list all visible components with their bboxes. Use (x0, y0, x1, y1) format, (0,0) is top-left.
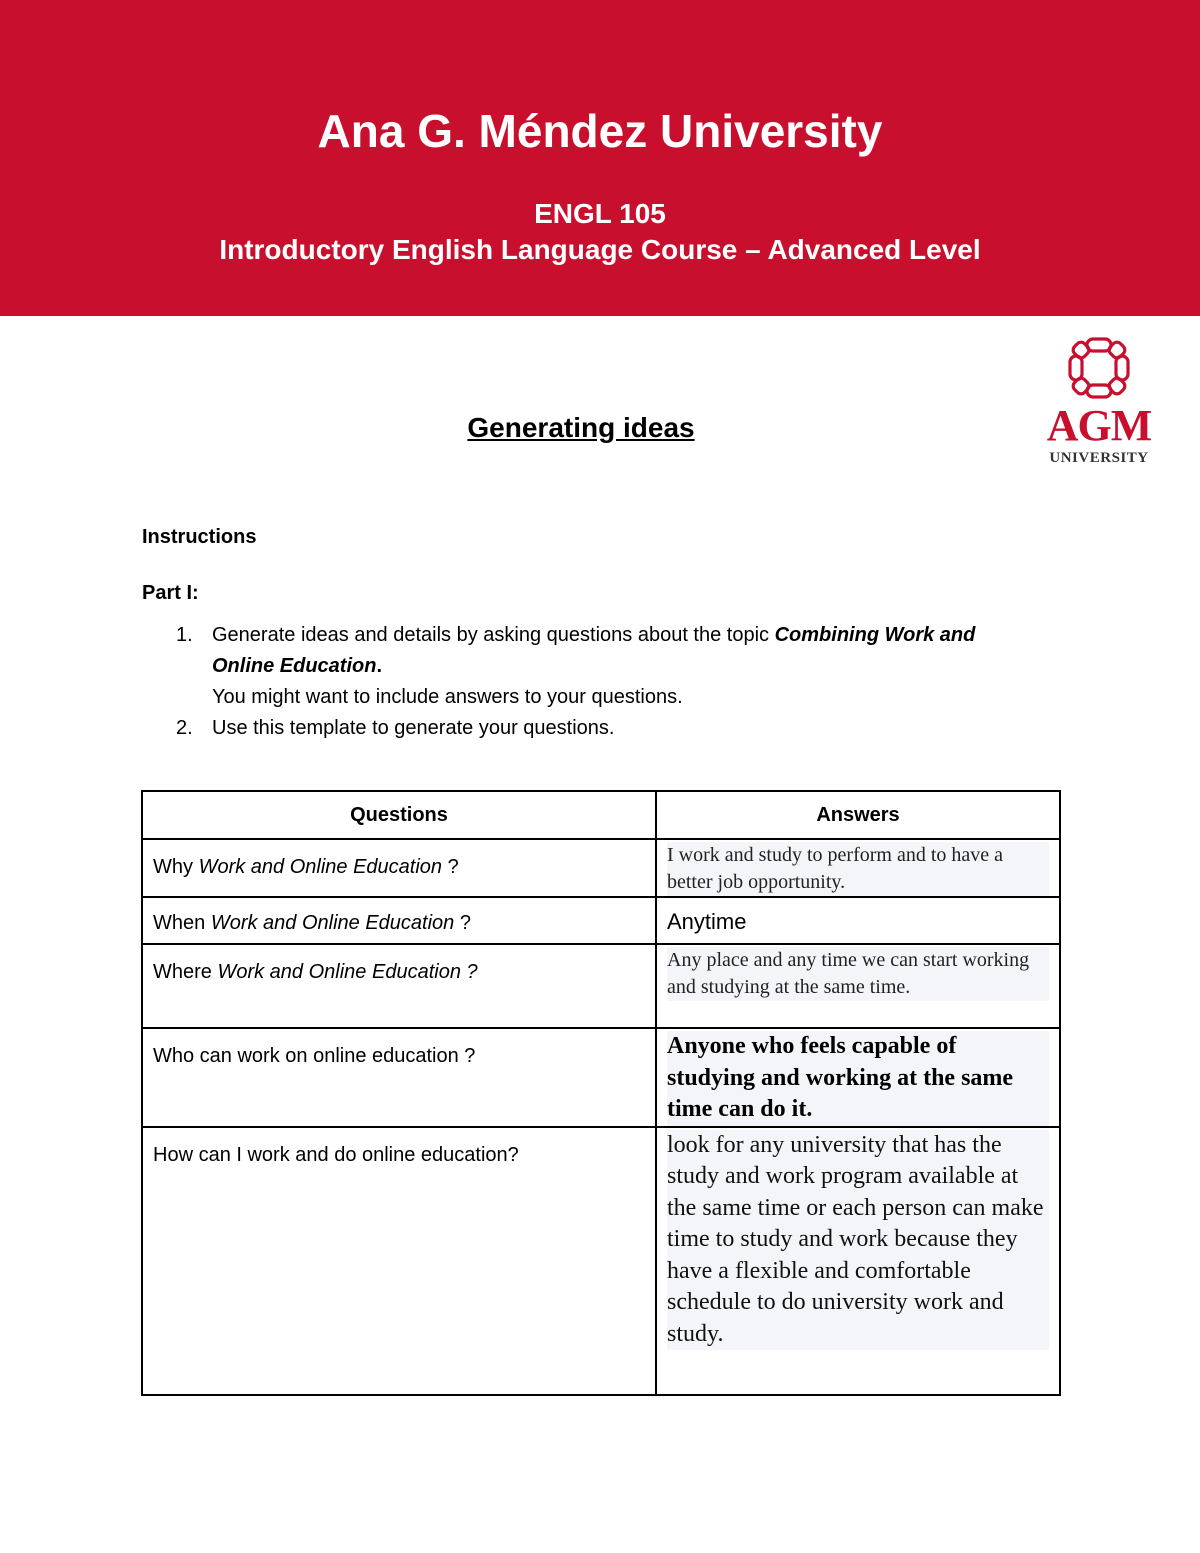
answer-text: Anyone who feels capable of studying and working at the same time can do it. (667, 1031, 1049, 1126)
answer-cell[interactable] (656, 944, 1060, 1028)
answer-text: Anytime (667, 909, 747, 934)
question-text: Who can work on online education ? (153, 1045, 476, 1067)
question-topic: Work and Online Education ? (217, 961, 478, 983)
part-heading: Part I: (142, 582, 199, 604)
question-topic: Work and Online Education (198, 856, 443, 878)
instruction-steps (142, 620, 1042, 744)
step-extra: You might want to include answers to your questions. (212, 686, 683, 708)
logo-mark: AGM (1046, 401, 1152, 450)
questions-table (141, 790, 1061, 1396)
answer-text: I work and study to perform and to have a better job opportunity. (667, 842, 1049, 896)
answer-cell[interactable] (656, 839, 1060, 897)
table-row (142, 897, 1060, 944)
step-number: 1. (176, 624, 193, 646)
instruction-step-1 (142, 620, 1042, 713)
question-text: How can I work and do online education? (153, 1143, 519, 1166)
question-text: When (153, 912, 211, 934)
instruction-step-2 (142, 713, 1042, 744)
answer-cell[interactable] (656, 897, 1060, 944)
course-title: Introductory English Language Course – Advanced Level (219, 234, 981, 265)
step-topic: Combining Work and Online Education (212, 624, 976, 677)
table-row (142, 1028, 1060, 1127)
question-mark: ? (442, 856, 459, 878)
answers-header: Answers (656, 791, 1060, 839)
step-number: 2. (176, 717, 193, 739)
university-name: Ana G. Méndez University (317, 105, 883, 157)
question-cell (142, 1127, 656, 1395)
table-row (142, 839, 1060, 897)
agm-ring-icon (1067, 336, 1131, 400)
step-text: Generate ideas and details by asking questions about the topic (212, 624, 775, 646)
questions-header: Questions (142, 791, 656, 839)
table-row (142, 1127, 1060, 1395)
question-cell (142, 839, 656, 897)
answer-text: look for any university that has the study and work program available at the same time or each person can make time to study and work because they have a flexible and comfortable schedule to do university work and study. (667, 1130, 1049, 1351)
header-banner (0, 0, 1200, 316)
logo-subtitle: UNIVERSITY (1049, 450, 1149, 466)
answer-cell[interactable] (656, 1028, 1060, 1127)
answer-text: Any place and any time we can start working and studying at the same time. (667, 947, 1049, 1001)
question-cell (142, 944, 656, 1028)
table-row (142, 944, 1060, 1028)
course-code: ENGL 105 (534, 198, 666, 229)
instructions-heading: Instructions (142, 526, 257, 548)
question-cell (142, 897, 656, 944)
answer-cell[interactable] (656, 1127, 1060, 1395)
step-text: Use this template to generate your questions. (212, 717, 615, 739)
step-period: . (376, 655, 383, 677)
agm-logo (1040, 336, 1158, 468)
page-title: Generating ideas (467, 412, 695, 443)
question-mark: ? (454, 912, 471, 934)
question-topic: Work and Online Education (210, 912, 455, 934)
question-cell (142, 1028, 656, 1127)
table-header-row (142, 791, 1060, 839)
question-text: Why (153, 856, 199, 878)
question-text: Where (153, 961, 218, 983)
